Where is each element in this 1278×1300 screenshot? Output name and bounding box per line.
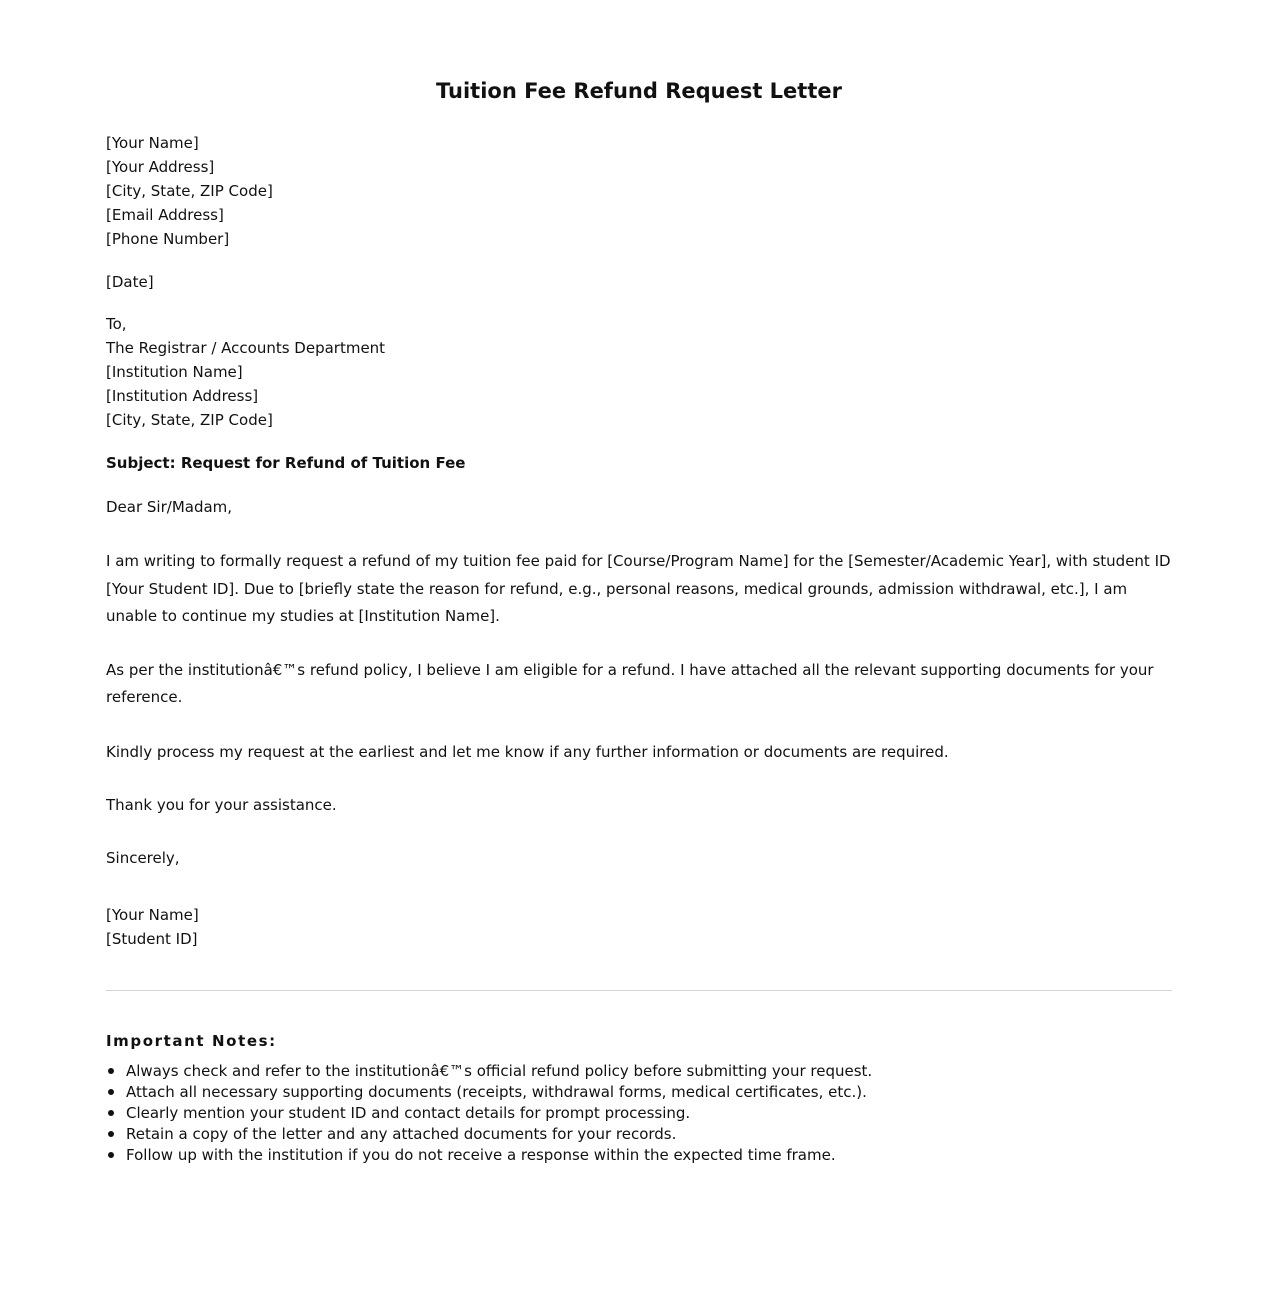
note-text: Clearly mention your student ID and contact details for prompt processing. <box>126 1103 691 1122</box>
letter-subject: Subject: Request for Refund of Tuition Fee <box>106 454 466 472</box>
notes-list <box>106 1061 1172 1166</box>
recipient-block <box>106 312 1172 432</box>
letter-date: [Date] <box>106 273 154 291</box>
body-paragraph-process: Kindly process my request at the earliest and let me know if any further information or documents are required. <box>106 742 949 761</box>
sender-address: [Your Address] <box>106 158 215 176</box>
note-text: Always check and refer to the institutionâ€™s official refund policy before submitting your request. <box>126 1061 873 1080</box>
note-text: Follow up with the institution if you do not receive a response within the expected time frame. <box>126 1145 836 1164</box>
bullet-icon <box>108 1152 114 1158</box>
body-paragraph-thanks: Thank you for your assistance. <box>106 796 337 814</box>
signature-name: [Your Name] <box>106 905 199 924</box>
body-paragraph-policy: As per the institutionâ€™s refund policy, I believe I am eligible for a refund. I have attached all the relevant supporting documents for your reference. <box>106 660 1154 706</box>
sender-email: [Email Address] <box>106 206 224 224</box>
note-text: Attach all necessary supporting documents (receipts, withdrawal forms, medical certificates, etc.). <box>126 1082 867 1101</box>
sender-phone: [Phone Number] <box>106 230 230 248</box>
closing: Sincerely, <box>106 848 180 867</box>
note-item <box>106 1061 1172 1082</box>
note-item <box>106 1103 1172 1124</box>
note-item <box>106 1145 1172 1166</box>
bullet-icon <box>108 1068 114 1074</box>
sender-city-state-zip: [City, State, ZIP Code] <box>106 182 273 200</box>
salutation: Dear Sir/Madam, <box>106 498 233 516</box>
signature-student-id: [Student ID] <box>106 929 198 948</box>
sender-block <box>106 131 1172 251</box>
body-paragraph-request: I am writing to formally request a refund of my tuition fee paid for [Course/Program Name] for the [Semester/Academic Year], with student ID [Your Student ID]. Due to [briefly state the reason for refund, e.g., personal reasons, medical grounds, admission withdrawal, etc.], I am unable to continue my studies at [Institution Name]. <box>106 552 1171 625</box>
bullet-icon <box>108 1089 114 1095</box>
recipient-to: To, <box>106 315 127 333</box>
recipient-department: The Registrar / Accounts Department <box>106 339 386 357</box>
page-title: Tuition Fee Refund Request Letter <box>436 79 842 103</box>
note-item <box>106 1124 1172 1145</box>
note-text: Retain a copy of the letter and any attached documents for your records. <box>126 1124 677 1143</box>
recipient-institution-name: [Institution Name] <box>106 363 243 381</box>
sender-name: [Your Name] <box>106 134 199 152</box>
bullet-icon <box>108 1110 114 1116</box>
signature-block <box>106 903 1172 951</box>
bullet-icon <box>108 1131 114 1137</box>
recipient-institution-address: [Institution Address] <box>106 387 259 405</box>
section-divider <box>106 990 1172 991</box>
notes-heading: Important Notes: <box>106 1031 277 1050</box>
note-item <box>106 1082 1172 1103</box>
recipient-city-state-zip: [City, State, ZIP Code] <box>106 411 273 429</box>
